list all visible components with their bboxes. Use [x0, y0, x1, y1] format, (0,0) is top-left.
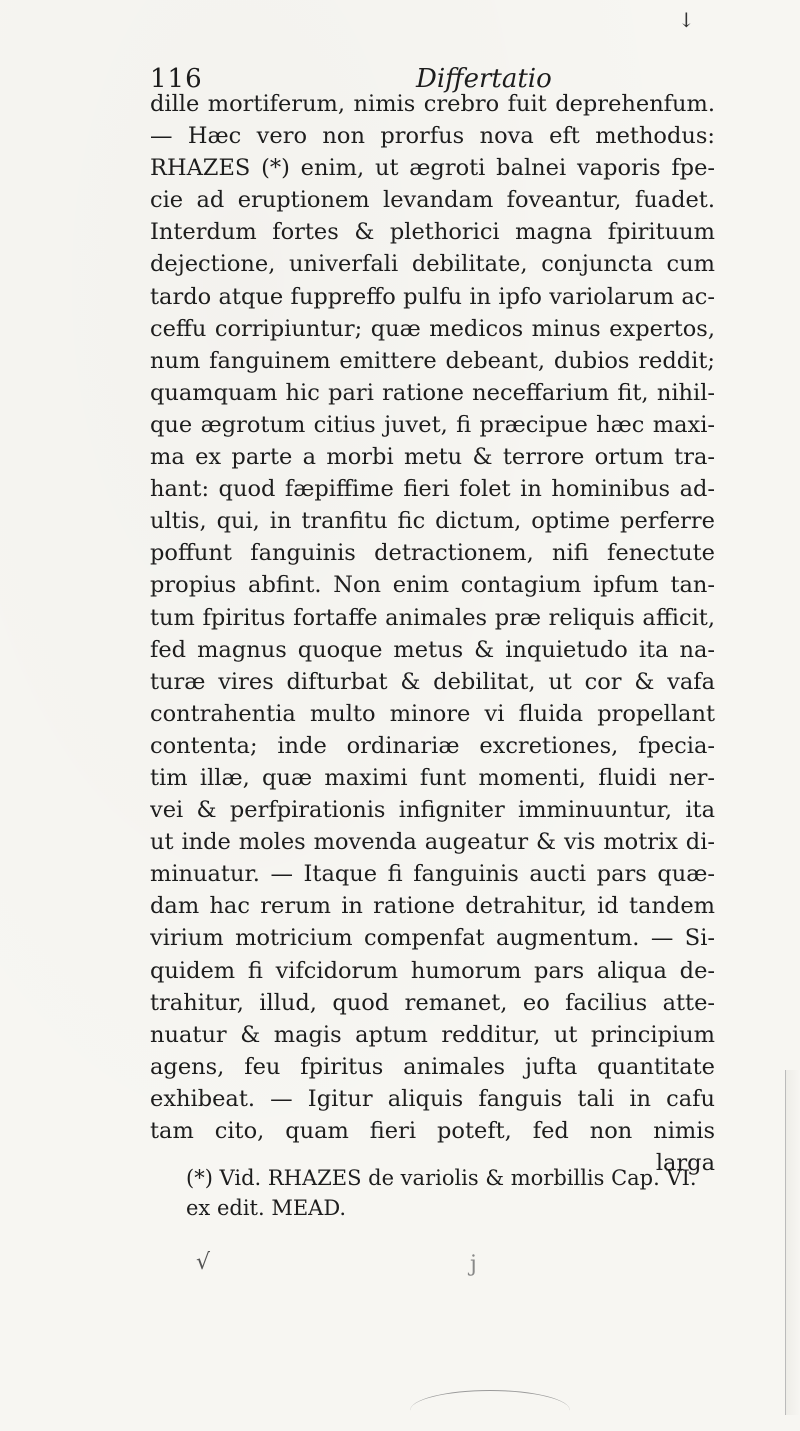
- text-line: dille mortiferum, nimis crebro fuit deprehenfum.: [150, 91, 715, 117]
- text-line: ut inde moles movenda augeatur & vis motrix di-: [150, 829, 715, 856]
- stray-mark-2: j: [470, 1252, 477, 1277]
- text-line: contrahentia multo minore vi fluida propellant: [150, 700, 715, 727]
- text-line: tam cito, quam fieri poteft, fed non nimis: [150, 1118, 715, 1144]
- text-line: virium motricium compenfat augmentum. — Si-: [150, 925, 715, 952]
- text-line: dejectione, univerfali debilitate, conjuncta cum: [150, 251, 715, 278]
- text-line: trahitur, illud, quod remanet, eo facilius atte-: [150, 989, 715, 1016]
- text-line: cie ad eruptionem levandam foveantur, fuadet.: [150, 187, 715, 214]
- text-line: propius abfint. Non enim contagium ipfum tan-: [150, 572, 715, 599]
- text-line: vei & perfpirationis infigniter imminuuntur, ita: [150, 797, 715, 824]
- footnote: [186, 1163, 716, 1223]
- text-line: — Hæc vero non prorfus nova eft methodus:: [150, 123, 715, 150]
- stray-mark-1: √: [196, 1250, 211, 1275]
- text-line: hant: quod fæpiffime fieri folet in hominibus ad-: [150, 476, 715, 503]
- text-line: nuatur & magis aptum redditur, ut principium: [150, 1021, 715, 1048]
- footnote-line-1: (*) Vid. RHAZES de variolis & morbillis Cap. VI.: [186, 1166, 697, 1190]
- text-line: tardo atque fuppreffo pulfu in ipfo variolarum ac-: [150, 283, 715, 310]
- page-header: [150, 44, 710, 94]
- text-line: ma ex parte a morbi metu & terrore ortum tra-: [150, 444, 715, 471]
- running-head: Differtatio: [416, 64, 552, 94]
- corner-mark: ↓: [678, 8, 695, 32]
- text-line: tim illæ, quæ maximi funt momenti, fluidi ner-: [150, 764, 715, 791]
- text-line: ultis, qui, in tranfitu fic dictum, optime perferre: [150, 508, 715, 535]
- text-line: que ægrotum citius juvet, fi præcipue hæc maxi-: [150, 411, 715, 438]
- text-line: minuatur. — Itaque fi fanguinis aucti pars quæ-: [150, 861, 715, 888]
- page-curl-mark: [410, 1390, 570, 1431]
- text-line: quidem fi vifcidorum humorum pars aliqua de-: [150, 957, 715, 984]
- text-line: turæ vires difturbat & debilitat, ut cor & vafa: [150, 668, 715, 695]
- text-line: num fanguinem emittere debeant, dubios reddit;: [150, 347, 715, 374]
- text-line: poffunt fanguinis detractionem, nifi fenectute: [150, 540, 715, 567]
- text-line: dam hac rerum in ratione detrahitur, id tandem: [150, 893, 715, 920]
- text-line: Interdum fortes & plethorici magna fpirituum: [150, 219, 715, 246]
- text-line: fed magnus quoque metus & inquietudo ita na-: [150, 636, 715, 663]
- text-line: quamquam hic pari ratione neceffarium fit, nihil-: [150, 379, 715, 406]
- text-line: RHAZES (*) enim, ut ægroti balnei vaporis fpe-: [150, 155, 715, 182]
- text-line: contenta; inde ordinariæ excretiones, fpecia-: [150, 732, 715, 759]
- text-line: ceffu corripiuntur; quæ medicos minus expertos,: [150, 315, 715, 342]
- page-edge-shadow: [785, 1070, 800, 1415]
- footnote-line-2: ex edit. MEAD.: [186, 1196, 347, 1220]
- page-number: 116: [150, 64, 203, 94]
- text-line: exhibeat. — Igitur aliquis fanguis tali in cafu: [150, 1085, 715, 1112]
- text-line: tum fpiritus fortaffe animales præ reliquis afficit,: [150, 604, 715, 631]
- body-text: [150, 88, 715, 1179]
- text-line: larga: [655, 1150, 715, 1177]
- text-line: agens, feu fpiritus animales jufta quantitate: [150, 1053, 715, 1080]
